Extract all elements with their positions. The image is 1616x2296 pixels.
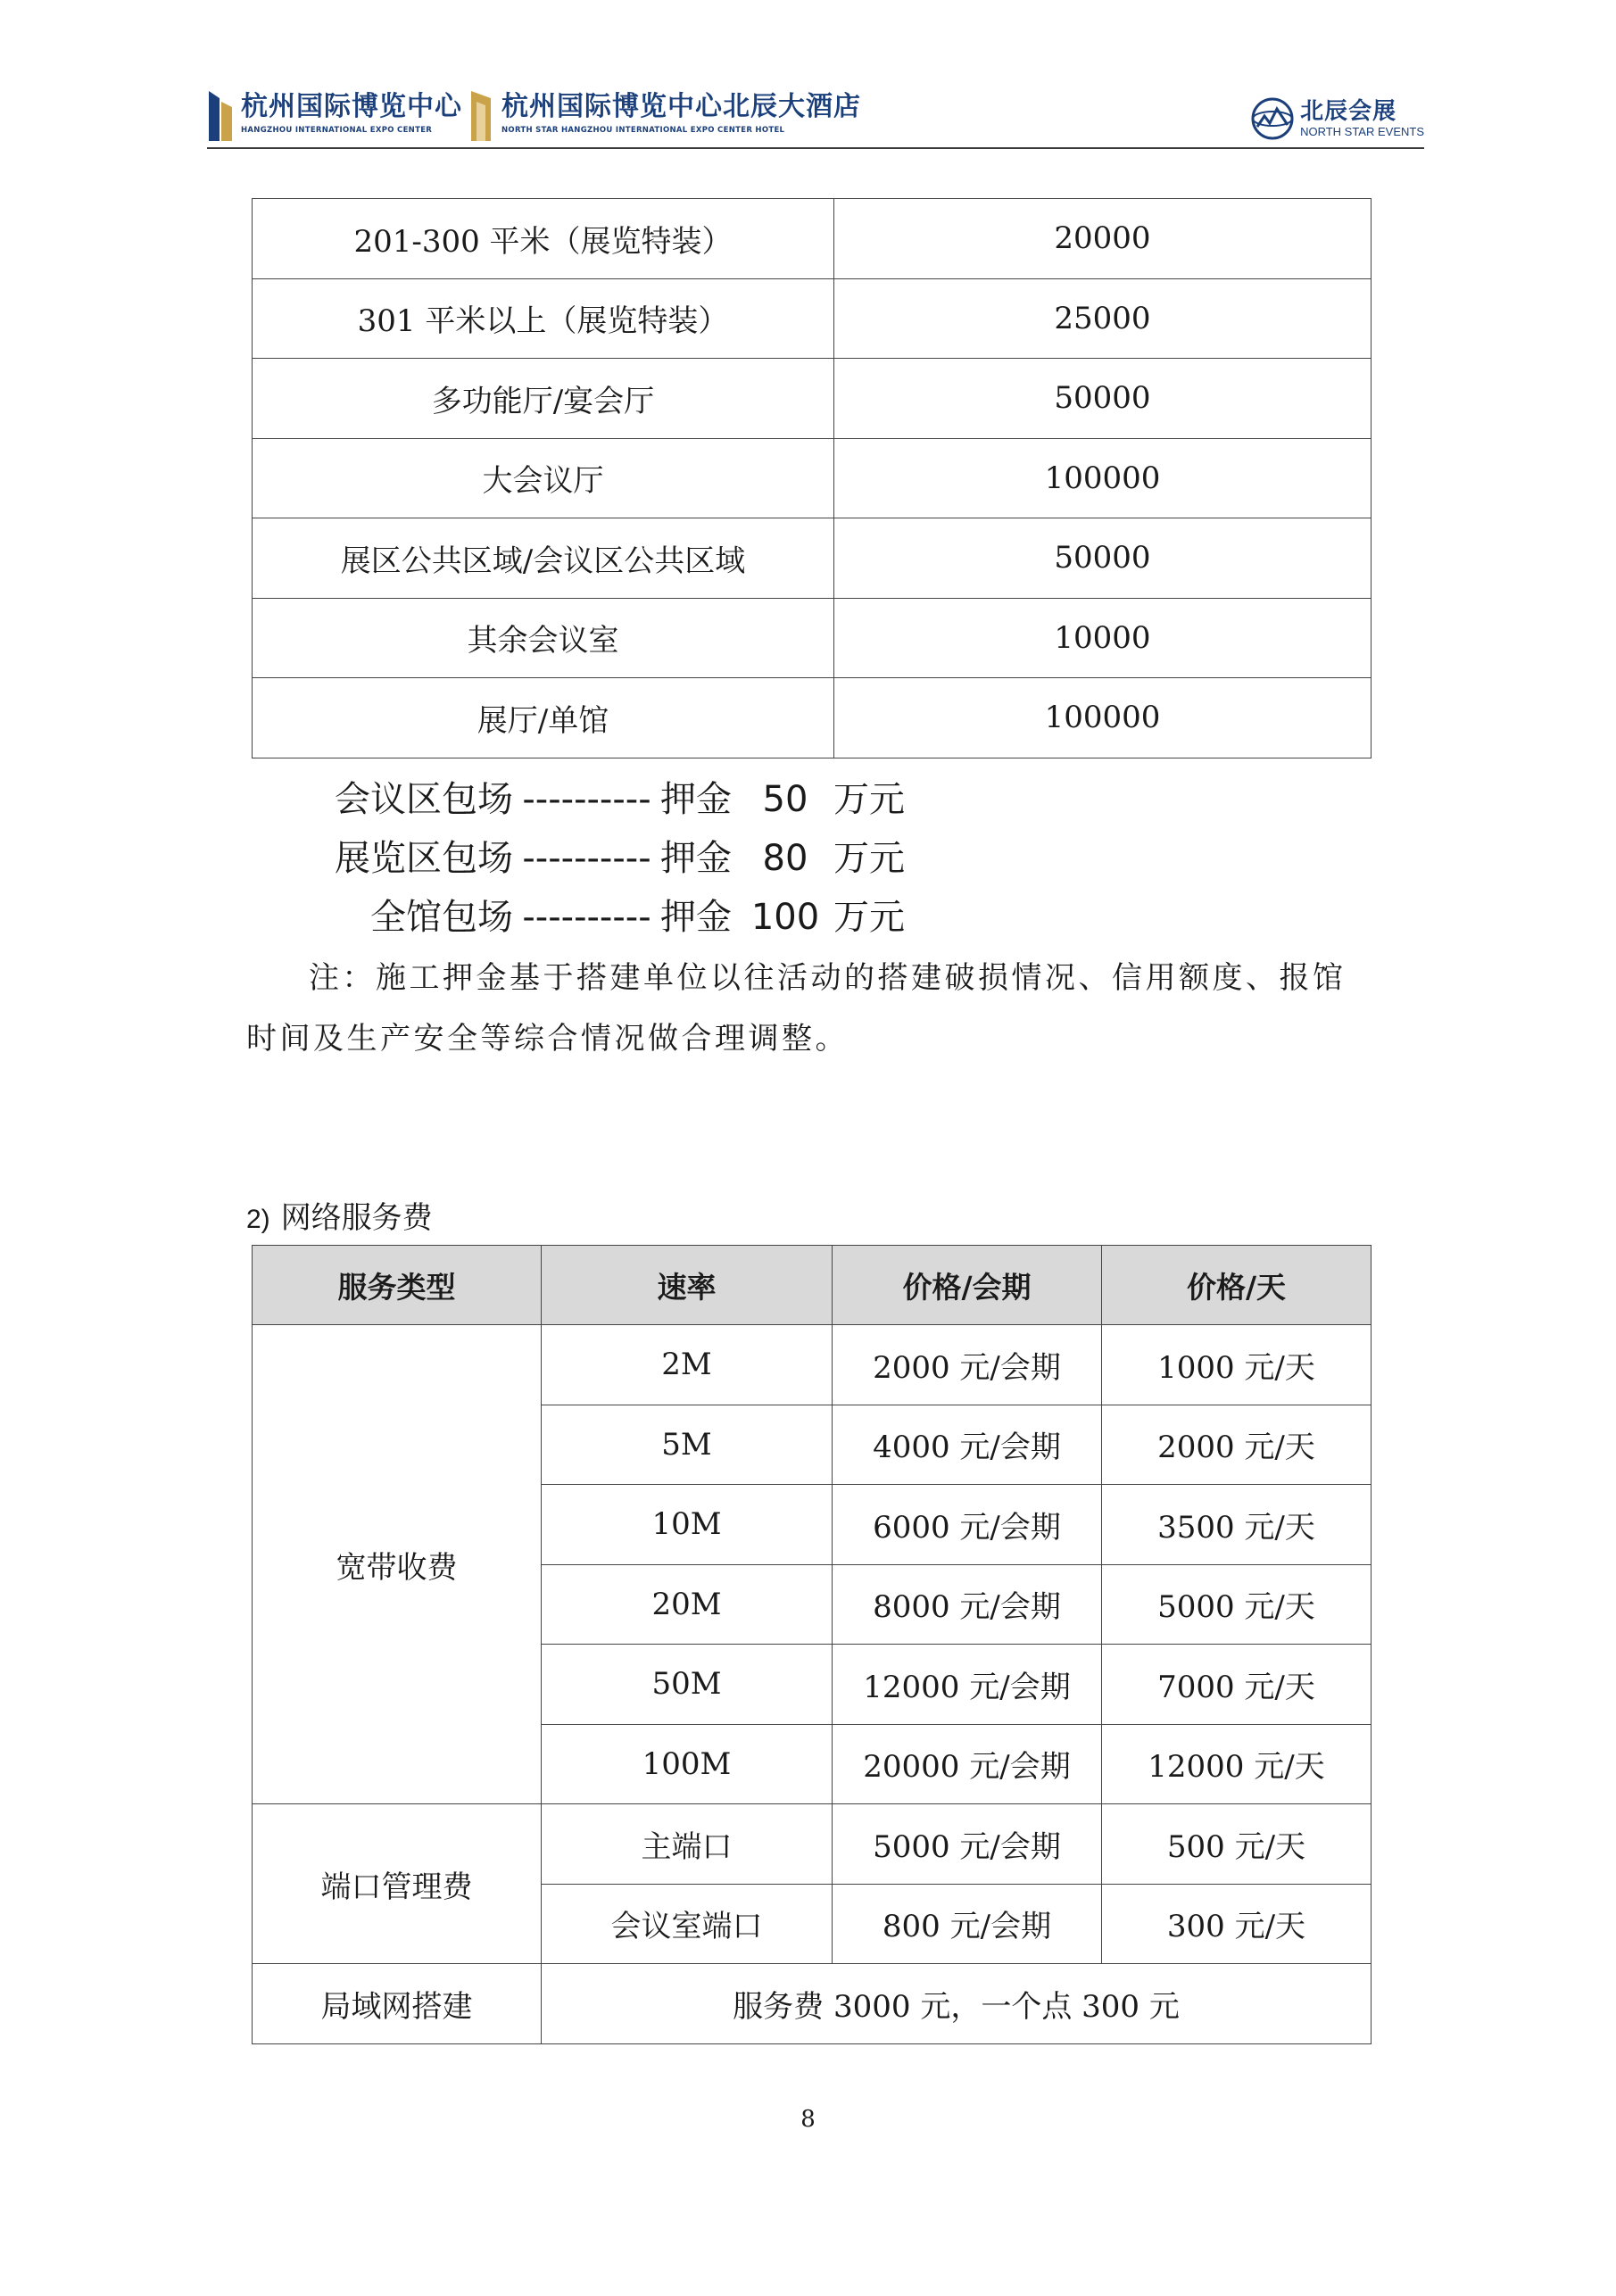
service-type-cell: 端口管理费 [253,1804,542,1964]
table-row [253,199,1372,279]
deposit-label: 押金 [660,779,732,820]
construction-deposit-note: 注：施工押金基于搭建单位以往活动的搭建破损情况、信用额度、报馆时间及生产安全等综合情况做合理调整。 [246,960,1347,1057]
deposit-table [252,198,1372,758]
per-day-price-cell: 5000 元/天 [1102,1564,1372,1645]
per-event-price-cell: 5000 元/会期 [833,1804,1102,1885]
deposit-dash: ---------- [522,897,651,938]
table-row [253,598,1372,678]
per-day-price-cell: 2000 元/天 [1102,1405,1372,1485]
column-header: 服务类型 [253,1246,542,1325]
per-day-price-cell: 300 元/天 [1102,1884,1372,1964]
amount-cell: 10000 [834,598,1372,678]
table-row [253,1964,1372,2044]
deposit-dash: ---------- [522,779,651,820]
deposit-unit: 万元 [833,897,905,938]
table-row [253,678,1372,758]
table-row [253,1325,1372,1405]
amount-cell: 20000 [834,199,1372,279]
amount-cell: 100000 [834,678,1372,758]
per-event-price-cell: 4000 元/会期 [833,1405,1102,1485]
north-star-hotel-logo [468,89,861,143]
table-row [253,438,1372,518]
amount-cell: 50000 [834,518,1372,599]
column-header: 价格/会期 [833,1246,1102,1325]
page-number: 8 [800,2106,816,2133]
lan-description-cell: 服务费 3000 元，一个点 300 元 [542,1964,1372,2044]
per-event-price-cell: 20000 元/会期 [833,1724,1102,1804]
column-header: 速率 [542,1246,833,1325]
per-event-price-cell: 12000 元/会期 [833,1645,1102,1725]
logo-title: 杭州国际博览中心 [241,91,462,122]
hotel-logo-icon [468,89,494,143]
item-cell: 301 平米以上（展览特装） [253,278,834,359]
network-fee-table [252,1245,1372,2044]
deposit-name: 会议区包场 [335,779,513,820]
rate-cell: 50M [542,1645,833,1725]
per-event-price-cell: 6000 元/会期 [833,1485,1102,1565]
table-row [253,518,1372,599]
item-cell: 多功能厅/宴会厅 [253,359,834,439]
logo-title: 北辰会展 [1300,98,1397,125]
deposit-name: 展览区包场 [335,838,513,879]
logo-subtitle: NORTH STAR EVENTS [1300,125,1424,138]
deposit-amount: 50 [762,779,808,820]
hangzhou-expo-logo [207,89,462,143]
column-header: 价格/天 [1102,1246,1372,1325]
deposit-unit: 万元 [833,838,905,879]
item-cell: 其余会议室 [253,598,834,678]
item-cell: 展厅/单馆 [253,678,834,758]
deposit-amount: 100 [750,897,820,938]
per-day-price-cell: 12000 元/天 [1102,1724,1372,1804]
deposit-name: 全馆包场 [370,897,513,938]
rate-cell: 主端口 [542,1804,833,1885]
item-cell: 201-300 平米（展览特装） [253,199,834,279]
per-day-price-cell: 3500 元/天 [1102,1485,1372,1565]
logo-title: 杭州国际博览中心北辰大酒店 [501,91,861,122]
section-number: 2) [246,1205,270,1234]
rate-cell: 100M [542,1724,833,1804]
header-divider [207,147,1424,149]
per-event-price-cell: 2000 元/会期 [833,1325,1102,1405]
logo-subtitle: HANGZHOU INTERNATIONAL EXPO CENTER [241,126,433,135]
per-day-price-cell: 7000 元/天 [1102,1645,1372,1725]
table-row [253,359,1372,439]
page-header [207,82,1424,150]
globe-icon [1250,96,1295,141]
section-title-text: 网络服务费 [280,1200,433,1236]
section-title [246,1196,433,1242]
deposit-unit: 万元 [833,779,905,820]
item-cell: 大会议厅 [253,438,834,518]
table-row [253,1804,1372,1885]
rate-cell: 10M [542,1485,833,1565]
service-type-cell: 宽带收费 [253,1325,542,1804]
item-cell: 展区公共区域/会议区公共区域 [253,518,834,599]
rate-cell: 会议室端口 [542,1884,833,1964]
deposit-amount: 80 [762,838,808,879]
deposit-dash: ---------- [522,838,651,879]
per-event-price-cell: 8000 元/会期 [833,1564,1102,1645]
hangzhou-expo-logo-icon [207,89,234,143]
rate-cell: 20M [542,1564,833,1645]
per-day-price-cell: 500 元/天 [1102,1804,1372,1885]
amount-cell: 25000 [834,278,1372,359]
logo-subtitle: NORTH STAR HANGZHOU INTERNATIONAL EXPO CENTER HOTEL [501,126,785,135]
deposit-line [321,833,905,883]
rate-cell: 5M [542,1405,833,1485]
deposit-line [321,892,905,942]
deposit-label: 押金 [660,897,732,938]
deposit-label: 押金 [660,838,732,879]
north-star-events-logo [1250,96,1424,141]
deposit-line [321,775,905,825]
per-event-price-cell: 800 元/会期 [833,1884,1102,1964]
table-row [253,278,1372,359]
per-day-price-cell: 1000 元/天 [1102,1325,1372,1405]
amount-cell: 100000 [834,438,1372,518]
amount-cell: 50000 [834,359,1372,439]
service-type-cell: 局域网搭建 [253,1964,542,2044]
table-header-row [253,1246,1372,1325]
rate-cell: 2M [542,1325,833,1405]
